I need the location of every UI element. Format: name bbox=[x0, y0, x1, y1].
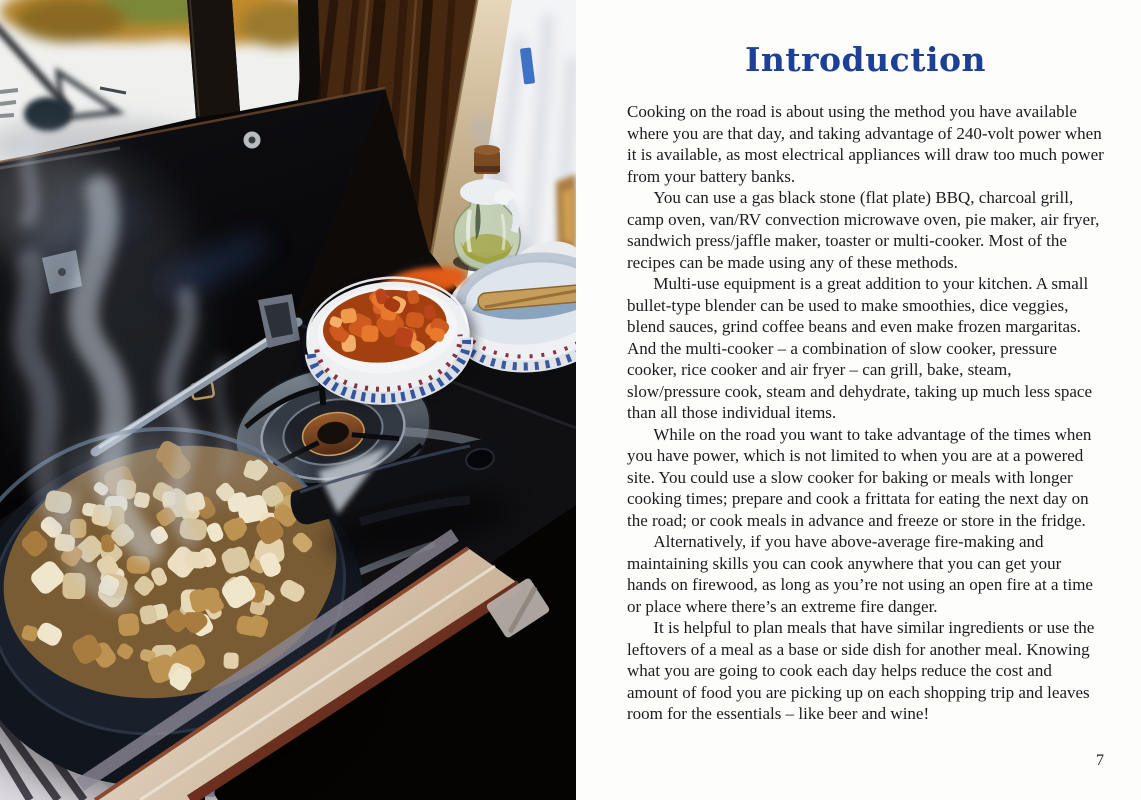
paragraph: It is helpful to plan meals that have similar ingredients or use the leftovers of a meal as a base or side dish for another meal. Knowing what you are going to cook each day helps reduce the cost and amount of food you are picking up on each shopping trip and leaves room for the essentials – like beer and wine! bbox=[627, 618, 1095, 723]
body-text bbox=[627, 101, 1104, 725]
paragraph: While on the road you want to take advantage of the times when you have power, which is not limited to when you are at a powered site. You could use a slow cooker for baking or meals with longer cooking times; prepare and cook a frittata for eating the next day on the road; or cook meals in advance and freeze or store in the fridge. bbox=[627, 424, 1092, 530]
paragraph: Multi-use equipment is a great addition to your kitchen. A small bullet-type blender can be used to make smoothies, dice veggies, blend sauces, grind coffee beans and even make frozen margaritas. And the multi-cooker – a combination of slow cooker, pressure cooker, rice cooker and air fryer – can grill, bake, steam, slow/pressure cook, steam and dehydrate, taking up much less space than all those individual items. bbox=[627, 274, 1093, 422]
paragraph: You can use a gas black stone (flat plate) BBQ, charcoal grill, camp oven, van/RV convection microwave oven, pie maker, air fryer, sandwich press/jaffle maker, toaster or multi-cooker. Most of the recipes can be made using any of these methods. bbox=[627, 188, 1100, 272]
page-number: 7 bbox=[1096, 752, 1104, 769]
page-title: Introduction bbox=[744, 40, 986, 79]
paragraph: Cooking on the road is about using the method you have available where you are that day, and taking advantage of 240-volt power when it is available, as most electrical appliances will draw too much power from your battery banks. bbox=[627, 102, 1104, 186]
text-page bbox=[576, 0, 1141, 800]
paragraph: Alternatively, if you have above-average fire-making and maintaining skills you can cook anywhere that you can get your hands on firewood, as long as you’re not using an open fire at a time or place where there’s an extreme fire danger. bbox=[627, 532, 1093, 616]
